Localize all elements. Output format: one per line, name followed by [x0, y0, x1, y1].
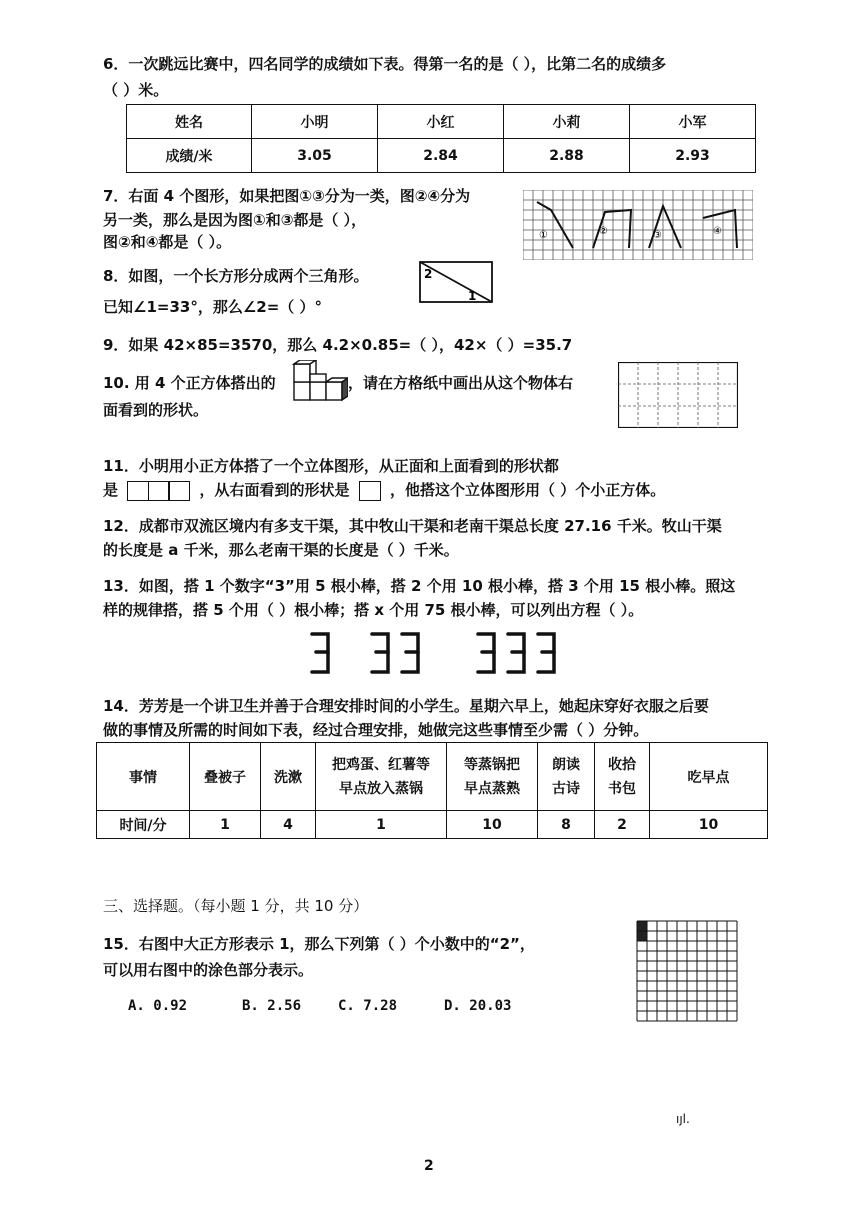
q14-header-cell: 朗读 古诗 [538, 743, 595, 811]
q7-label: ④ [713, 226, 722, 237]
option-b[interactable]: B. 2.56 [242, 998, 302, 1014]
q14-header-cell: 吃早点 [650, 743, 768, 811]
q14-value-cell: 时间/分 [97, 811, 190, 839]
q6-cell: 姓名 [127, 105, 252, 139]
option-d[interactable]: D. 20.03 [444, 998, 512, 1014]
q13-matchstick-figure [310, 630, 560, 680]
front-top-view-icon [127, 480, 190, 501]
q6-cell: 2.88 [504, 139, 630, 173]
q15-line2: 可以用右图中的涂色部分表示。 [103, 961, 314, 979]
q6-table [126, 104, 756, 173]
q14-value-cell: 10 [447, 811, 538, 839]
q14-table [96, 742, 768, 839]
q14-value-cell: 2 [595, 811, 650, 839]
digit-3-icon [402, 634, 418, 652]
q6-line2: （ ）米。 [103, 81, 169, 99]
q11-text-a: 是 [103, 481, 119, 499]
q7-shape-1 [537, 202, 573, 248]
q14-header-cell: 等蒸锅把 早点蒸熟 [447, 743, 538, 811]
q14-header-cell: 叠被子 [190, 743, 261, 811]
page-number: 2 [424, 1158, 434, 1174]
q7-line1: 7．右面 4 个图形，如果把图①③分为一类，图②④分为 [103, 187, 471, 205]
q7-label: ② [599, 226, 608, 237]
q8-rectangle-figure [418, 260, 494, 304]
q7-line3: 图②和④都是（ ）。 [103, 233, 232, 251]
q7-label: ③ [653, 230, 662, 241]
q12-line1: 12．成都市双流区境内有多支干渠，其中牧山干渠和老南干渠总长度 27.16 千米。牧山干渠 [103, 517, 722, 535]
q10-line2: 面看到的形状。 [103, 401, 209, 419]
q14-value-cell: 1 [190, 811, 261, 839]
q15-hundred-grid [636, 920, 738, 1022]
q13-line1: 13．如图，搭 1 个数字“3”用 5 根小棒，搭 2 个用 10 根小棒，搭 3 个用 15 根小棒。照这 [103, 577, 736, 595]
q11-text-c: ，他搭这个立体图形用（ ）个小正方体。 [389, 481, 666, 499]
scribble-mark: ıȷl. [676, 1112, 690, 1126]
q14-header-cell: 事情 [97, 743, 190, 811]
q7-line2: 另一类，那么是因为图①和③都是（ ）， [103, 211, 367, 229]
q8-angle-label: 2 [424, 267, 433, 281]
q13-line2: 样的规律搭，搭 5 个用（ ）根小棒；搭 x 个用 75 根小棒，可以列出方程（ ）。 [103, 601, 644, 619]
q11-text-b: ，从右面看到的形状是 [199, 481, 350, 499]
q14-line2: 做的事情及所需的时间如下表，经过合理安排，她做完这些事情至少需（ ）分钟。 [103, 721, 649, 739]
option-c[interactable]: C. 7.28 [338, 998, 398, 1014]
q14-value-cell: 10 [650, 811, 768, 839]
q9-line1: 9．如果 42×85=3570，那么 4.2×0.85=（ ），42×（ ）=35.7 [103, 336, 573, 354]
q11-line1: 11．小明用小正方体搭了一个立体图形，从正面和上面看到的形状都 [103, 457, 559, 475]
q14-header-cell: 洗漱 [261, 743, 316, 811]
q7-label: ① [539, 230, 548, 241]
section3-title: 三、选择题。（每小题 1 分，共 10 分） [103, 897, 369, 915]
q6-line1: 6．一次跳远比赛中，四名同学的成绩如下表。得第一名的是（ ），比第二名的成绩多 [103, 55, 667, 73]
digit-3-icon [478, 634, 494, 652]
q6-cell: 2.93 [630, 139, 756, 173]
option-a[interactable]: A. 0.92 [128, 998, 188, 1014]
q8-line2: 已知∠1=33°，那么∠2=（ ）° [103, 298, 323, 316]
q14-value-cell: 1 [316, 811, 447, 839]
q10-cube-figure [292, 360, 348, 404]
q10-line1b: ，请在方格纸中画出从这个物体右 [348, 374, 574, 392]
q6-cell: 小明 [252, 105, 378, 139]
q8-angle-label: 1 [468, 289, 477, 303]
q8-line1: 8．如图，一个长方形分成两个三角形。 [103, 267, 369, 285]
q10-answer-grid[interactable] [618, 362, 738, 428]
q11-line2 [103, 480, 665, 501]
q6-cell: 2.84 [378, 139, 504, 173]
right-view-icon [359, 481, 381, 501]
q12-line2: 的长度是 a 千米，那么老南干渠的长度是（ ）千米。 [103, 541, 459, 559]
q14-value-cell: 4 [261, 811, 316, 839]
q6-cell: 3.05 [252, 139, 378, 173]
digit-3-icon [372, 634, 388, 652]
q6-cell: 小军 [630, 105, 756, 139]
q15-line1: 15．右图中大正方形表示 1，那么下列第（ ）个小数中的“2”， [103, 935, 535, 953]
q7-shape-3 [649, 206, 681, 248]
q14-header-cell: 把鸡蛋、红薯等 早点放入蒸锅 [316, 743, 447, 811]
q6-cell: 小莉 [504, 105, 630, 139]
digit-3-icon [508, 634, 524, 652]
q14-header-cell: 收拾 书包 [595, 743, 650, 811]
q10-line1a: 10. 用 4 个正方体搭出的 [103, 374, 276, 392]
q14-line1: 14．芳芳是一个讲卫生并善于合理安排时间的小学生。星期六早上，她起床穿好衣服之后要 [103, 697, 709, 715]
q7-figure-grid [523, 190, 753, 260]
q6-cell: 小红 [378, 105, 504, 139]
digit-3-icon [538, 634, 554, 652]
q14-value-cell: 8 [538, 811, 595, 839]
digit-3-icon [312, 634, 328, 652]
q6-cell: 成绩/米 [127, 139, 252, 173]
